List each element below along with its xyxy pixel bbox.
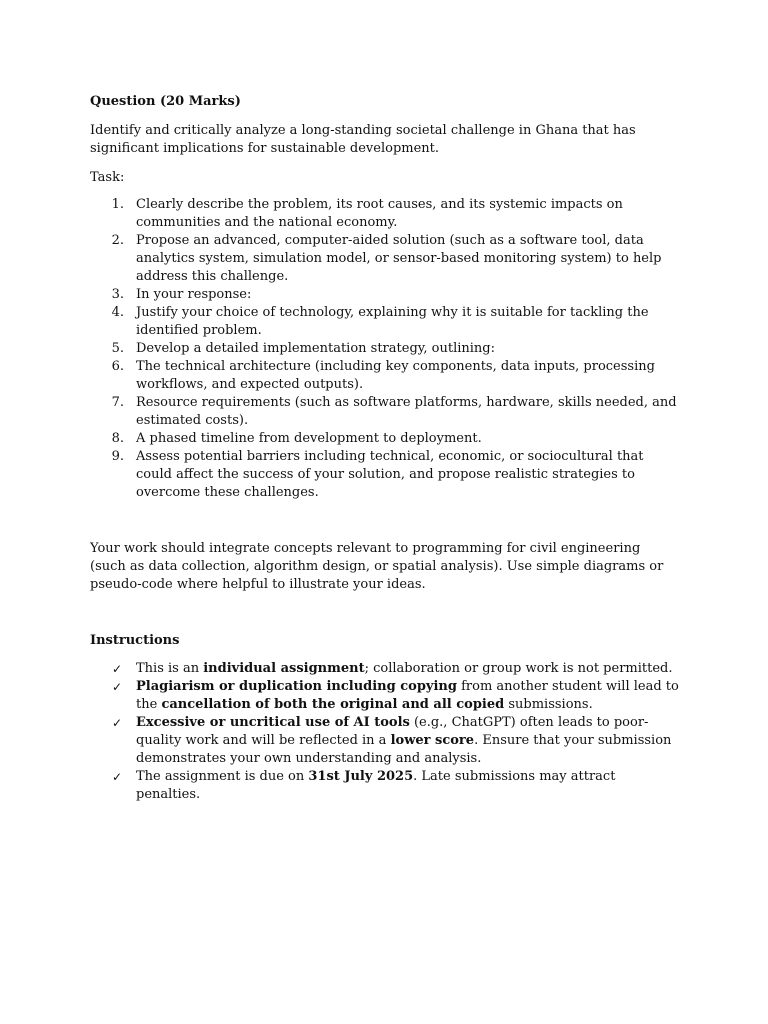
question-heading: Question (20 Marks) [90, 94, 241, 109]
task-number: 2. [111, 233, 124, 248]
instructions-list [90, 660, 680, 804]
instruction-text-part: This is an [136, 661, 204, 676]
integration-paragraph: Your work should integrate concepts relevant to programming for civil engineering (such as data collection, algorithm design, or spatial analysis). Use simple diagrams or pseudo-code where helpful to illustrate your ideas. [90, 541, 664, 592]
instruction-emphasis: cancellation of both the original and all copied [161, 697, 505, 712]
instruction-emphasis: lower score [390, 733, 475, 748]
task-number: 6. [111, 359, 124, 374]
task-number: 1. [111, 197, 124, 212]
intro-paragraph: Identify and critically analyze a long-standing societal challenge in Ghana that has significant implications for sustainable development. [90, 123, 636, 156]
instruction-item [90, 768, 680, 804]
instruction-text-part: . Ensure that your submission demonstrates your own understanding and analysis. [136, 733, 672, 766]
task-text: Assess potential barriers including technical, economic, or sociocultural that could affect the success of your solution, and propose realistic strategies to overcome these challenges. [136, 449, 644, 500]
task-number: 4. [111, 305, 124, 320]
task-label: Task: [90, 170, 125, 185]
instructions-heading: Instructions [90, 633, 180, 648]
task-text: Develop a detailed implementation strategy, outlining: [136, 341, 495, 356]
task-item [90, 340, 680, 358]
task-text: Resource requirements (such as software platforms, hardware, skills needed, and estimated costs). [136, 395, 677, 428]
instruction-emphasis: Excessive or uncritical use of AI tools [136, 715, 410, 730]
instruction-text-part: ; collaboration or group work is not permitted. [364, 661, 673, 676]
instruction-emphasis: Plagiarism or duplication including copying [136, 679, 457, 694]
task-item [90, 358, 680, 394]
instruction-item [90, 660, 680, 678]
task-item [90, 448, 680, 502]
task-number: 8. [111, 431, 124, 446]
checkmark-icon: ✓ [112, 680, 123, 694]
document-page [90, 93, 680, 804]
task-item [90, 286, 680, 304]
task-text: Clearly describe the problem, its root causes, and its systemic impacts on communities and the national economy. [136, 197, 623, 230]
task-item [90, 196, 680, 232]
task-item [90, 430, 680, 448]
task-number: 3. [111, 287, 124, 302]
instruction-text-part: The assignment is due on [136, 769, 309, 784]
instruction-text [136, 678, 680, 714]
task-text: A phased timeline from development to deployment. [136, 431, 482, 446]
task-item [90, 394, 680, 430]
task-text: In your response: [136, 287, 252, 302]
instruction-emphasis: individual assignment [203, 661, 365, 676]
instruction-text [136, 660, 680, 678]
instruction-item [90, 678, 680, 714]
checkmark-icon: ✓ [112, 716, 123, 730]
task-item [90, 304, 680, 340]
checkmark-icon: ✓ [112, 770, 123, 784]
task-text: Propose an advanced, computer-aided solution (such as a software tool, data analytics system, simulation model, or sensor-based monitoring system) to help address this challenge. [136, 233, 662, 284]
instruction-text [136, 714, 680, 768]
task-number: 9. [111, 449, 124, 464]
instruction-item [90, 714, 680, 768]
instruction-text-part: submissions. [504, 697, 593, 712]
instruction-emphasis: 31st July 2025 [308, 769, 414, 784]
task-item [90, 232, 680, 286]
task-number: 5. [111, 341, 124, 356]
task-text: The technical architecture (including key components, data inputs, processing workflows, and expected outputs). [136, 359, 655, 392]
checkmark-icon: ✓ [112, 662, 123, 676]
task-number: 7. [111, 395, 124, 410]
instruction-text-part: . Late submissions may attract penalties. [136, 769, 616, 802]
instruction-text [136, 768, 680, 804]
task-list [90, 196, 680, 502]
task-text: Justify your choice of technology, explaining why it is suitable for tackling the identified problem. [136, 305, 649, 338]
instruction-text-part: (e.g., ChatGPT) often leads to poor-quality work and will be reflected in a [136, 715, 649, 748]
instruction-text-part: from another student will lead to the [136, 679, 679, 712]
